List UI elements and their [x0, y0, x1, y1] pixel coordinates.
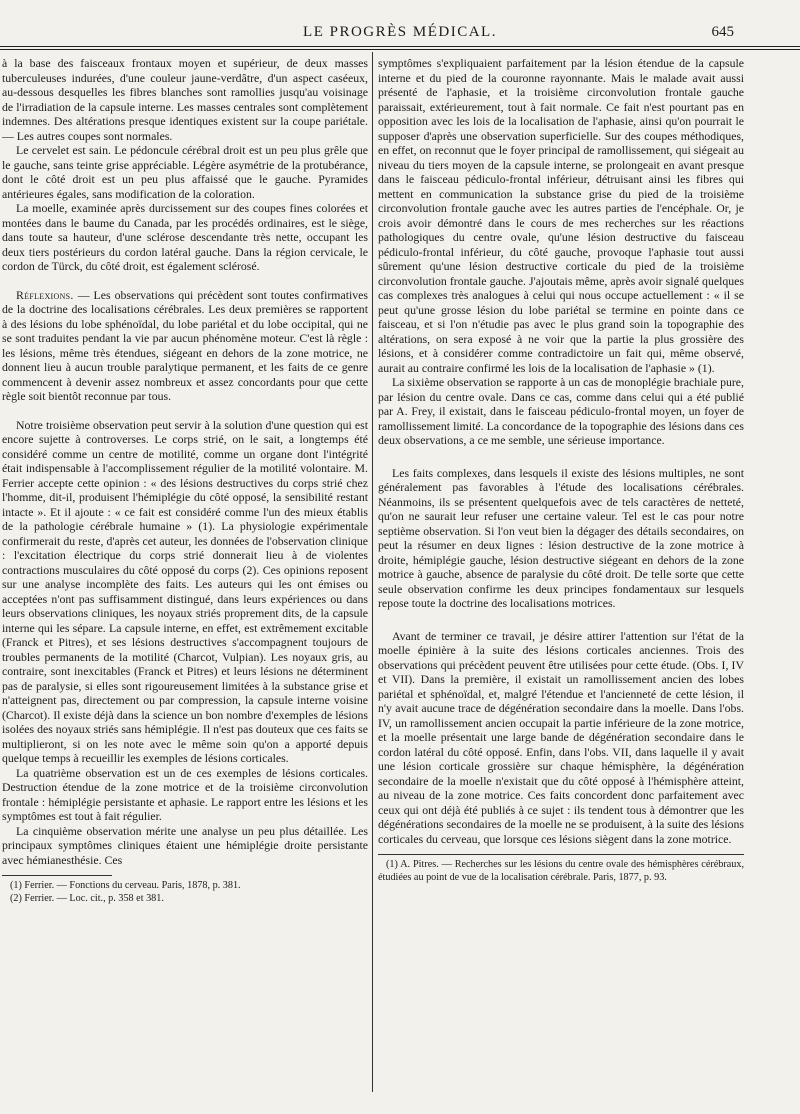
paragraph: La sixième observation se rapporte à un cas de monoplégie brachiale pure, par lésion du centre ovale. Dans ce cas, comme dans celui qui a été publié par A. Frey, il existait, dans le faisceau pédiculo-frontal moyen, un foyer de ramollissement limité. La concordance de la topographie des lésions dans ces deux observations, a ce me semble, une sérieuse importance.	[378, 375, 744, 447]
paragraph: La moelle, examinée après durcissement sur des coupes fines colorées et montées dans le baume du Canada, par les procédés ordinaires, est le siège, dans toute sa hauteur, d'une sclérose descendante très nette, occupant les deux tiers postérieurs du cordon latéral gauche. Dans la région cervicale, le cordon de Türck, du côté droit, est également sclérosé.	[2, 201, 368, 273]
paragraph: Les faits complexes, dans lesquels il existe des lésions multiples, ne sont généralement pas favorables à l'étude des localisations cérébrales. Néanmoins, ils se présentent quelquefois avec de tels caractères de netteté, qu'on ne saurait leur refuser une certaine valeur. Tel est le cas pour notre septième observation. Si l'on veut bien la dégager des détails secondaires, on peut la résumer en deux lignes : lésion destructive de la zone motrice à droite, hémiplégie gauche, lésion destructive siégeant en dehors de la zone motrice à gauche, absence de paralysie du côté droit. De telle sorte que cette seule observation confirme les deux principes fondamentaux sur lesquels repose toute la doctrine des localisations motrices.	[378, 465, 744, 610]
section-label: Réflexions.	[16, 287, 74, 302]
header-rule-thick	[0, 46, 800, 47]
paragraph: La cinquième observation mérite une analyse un peu plus détaillée. Les principaux symptômes cliniques étaient une hémiplégie droite persistante avec hémianesthésie. Ces	[2, 823, 368, 867]
paragraph: Notre troisième observation peut servir à la solution d'une question qui est encore sujette à controverses. Le corps strié, on le sait, a longtemps été considéré comme un centre de motilité, comme un organe dont l'intégrité était indispensable à l'accomplissement régulier de la motilité volontaire. M. Ferrier accepte cette opinion : « des lésions destructives du corps strié chez l'homme, dit-il, produisent l'hémiplégie du côté opposé, la sensibilité restant intacte ». Et il ajoute : « ce fait est considéré comme l'un des mieux établis de la pathologie cérébrale humaine » (1). La physiologie expérimentale confirmerait du reste, d'après cet auteur, les données de l'observation clinique : l'excitation électrique du corps strié donnerait lieu à de violentes contractions musculaires du côté opposé du corps (2). Ces opinions reposent sur une analyse incomplète des faits. Les auteurs qui les ont émises ou acceptées n'ont pas suffisamment distingué, dans leurs expériences ou dans leurs observations cliniques, les noyaux striés proprement dits, de la capsule interne qui les sépare. La capsule interne, en effet, est extrêmement excitable (Franck et Pitres), et ses lésions destructives s'accompagnent toujours de troubles permanents de la motilité (Charcot, Vulpian). Les noyaux gris, au contraire, sont inexcitables (Franck et Pitres) et leurs lésions ne déterminent pas de paralysie, si elles sont rigoureusement limitées à la substance grise et n'atteignent pas, directement ou par compression, la capsule interne voisine (Charcot). Il existe déjà dans la science un bon nombre d'exemples de lésions isolées des noyaux striés sans hémiplégie. Il n'est pas douteux que ces faits se multiplieront, si on les note avec le même soin qu'on a apporté depuis quelque temps à recueillir les exemples de lésions corticales.	[2, 417, 368, 765]
footnotes	[378, 859, 744, 884]
footnote-rule	[2, 875, 112, 876]
footnote: (1) A. Pitres. — Recherches sur les lésions du centre ovale des hémisphères cérébraux, étudiées au point de vue de la localisation cérébrale. Paris, 1877, p. 93.	[378, 859, 744, 883]
footnote: (2) Ferrier. — Loc. cit., p. 358 et 381.	[10, 892, 164, 904]
column-divider	[372, 52, 373, 1092]
paragraph-text: — Les observations qui précèdent sont toutes confirmatives de la doctrine des localisations cérébrales. Les deux premières se rapportent à des lésions du lobe sphénoïdal, du lobe pariétal et du lobe occipital, qui ne se sont traduites pendant la vie par aucun phénomène moteur. C'est là règle : les lésions, même très étendues, siégeant en dehors de la zone motrice, ne donnent lieu à aucun trouble paralytique permanent, et les faits de ce genre commencent à devenir assez nombreux et assez concordants pour que cette règle soit bientôt reconnue par tous.	[2, 287, 368, 403]
footnote: (1) Ferrier. — Fonctions du cerveau. Paris, 1878, p. 381.	[10, 880, 241, 891]
reflexions-paragraph	[2, 288, 368, 404]
right-column	[378, 56, 744, 1096]
paragraph: symptômes s'expliquaient parfaitement par la lésion étendue de la capsule interne et du pied de la couronne rayonnante. Mais le malade avait aussi présenté de l'aphasie, et la troisième circonvolution frontale gauche paraissait, extérieurement, tout à fait normale. Ce fait n'est pourtant pas en opposition avec les lois de la localisation de l'aphasie, ainsi qu'on pourrait le supposer d'après une observation superficielle. Sur des coupes méthodiques, en effet, on reconnut que le foyer principal de ramollissement, qui siégeait au niveau du tiers moyen de la capsule interne, se prolongeait en avant presque dans le faisceau pédiculo-frontal inférieur, détruisant ainsi les fibres qui mettent en communication la substance grise du pied de la troisième circonvolution frontale gauche avec les autres parties de l'encéphale. Or, je crois avoir démontré dans le cours de mes recherches sur les réactions pathologiques du centre ovale, qu'une lésion destructive du faisceau pédiculo-frontal inférieur, du côté gauche, provoque l'aphasie tout aussi sûrement qu'une lésion destructive corticale du pied de la troisième circonvolution frontale gauche. J'ajoutais même, après avoir signalé quelques cas complexes très analogues à celui qui nous occupe actuellement : « il se peut qu'une grosse lésion du lobe pariétal se termine en pointe dans ce faisceau, et si l'on n'étudie pas avec le plus grand soin la topographie des altérations, on sera exposé à ne voir que la partie la plus grossière des lésions, et à considérer comme contradictoire un fait qui, même observé, aurait au contraire confirmé les lois de la localisation de l'aphasie » (1).	[378, 56, 744, 375]
paragraph: La quatrième observation est un de ces exemples de lésions corticales. Destruction étendue de la zone motrice et de la troisième circonvolution frontale : hémiplégie persistante et aphasie. Le rapport entre les lésions et les symptômes est tout à fait régulier.	[2, 765, 368, 823]
paragraph: Le cervelet est sain. Le pédoncule cérébral droit est un peu plus grêle que le gauche, sans teinte grise appréciable. Légère asymétrie de la protubérance, dont le côté droit est un peu plus affaissé que le gauche. Pyramides antérieures égales, sans modification de la coloration.	[2, 143, 368, 201]
footnote-rule	[378, 854, 744, 855]
footnotes	[2, 880, 368, 905]
running-header	[0, 22, 800, 42]
paragraph: Avant de terminer ce travail, je désire attirer l'attention sur l'état de la moelle épinière à la suite des lésions corticales anciennes. Trois des observations qui précèdent peuvent être utilisées pour cette étude. (Obs. I, IV et VII). Dans la première, il existait un ramollissement ancien des lobes pariétal et sphénoïdal, et, malgré l'étendue et l'ancienneté de cette lésion, il n'y avait aucune trace de dégénération secondaire dans la moelle. Dans l'obs. IV, un ramollissement ancien occupait la partie inférieure de la zone motrice, et la moelle présentait une large bande de dégénération secondaire dans le cordon latéral du côté opposé. Enfin, dans l'obs. VII, dans laquelle il y avait une lésion corticale grossière sur chaque hémisphère, la dégénération secondaire de la moelle n'existait que du côté opposé à l'hémisphère atteint, au niveau de la zone motrice. Ces faits concordent donc parfaitement avec ceux qui ont déjà été publiés à ce sujet : ils tendent tous à démontrer que les dégénérations secondaires de la moelle ne se produisent, à la suite des lésions corticales du cerveau, que lorsque ces lésions siègent dans la zone motrice.	[378, 628, 744, 846]
header-rule-thin	[0, 49, 800, 50]
journal-title: LE PROGRÈS MÉDICAL.	[303, 24, 497, 40]
paragraph: à la base des faisceaux frontaux moyen et supérieur, de deux masses tuberculeuses indurées, d'une couleur jaune-verdâtre, d'un aspect caséeux, au-dessous desquelles les fibres blanches sont ramollies jusqu'au voisinage de l'irradiation de la capsule interne. Les masses centrales sont complètement indemnes. Des altérations presque identiques existent sur la coupe pariétale. — Les autres coupes sont normales.	[2, 56, 368, 143]
left-column	[2, 56, 368, 1096]
page-number: 645	[711, 24, 734, 40]
